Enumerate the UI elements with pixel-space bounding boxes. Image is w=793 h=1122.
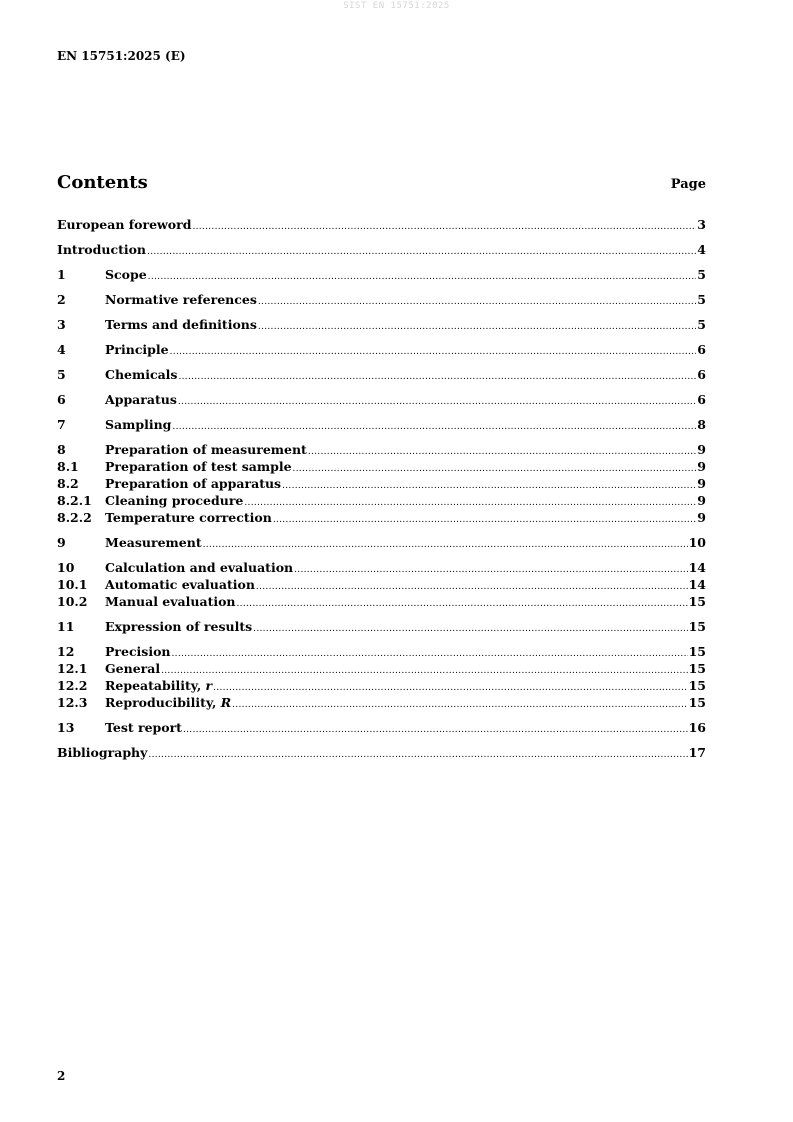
toc-entry-number: 8.1 (57, 459, 79, 474)
toc-entry-page: 6 (697, 392, 706, 407)
toc-entry-number: 12.1 (57, 661, 88, 676)
toc-entry[interactable] (57, 643, 706, 660)
dot-leader (237, 596, 688, 613)
toc-entry[interactable] (57, 576, 706, 593)
dot-leader (294, 562, 687, 579)
toc-entry-title (105, 618, 252, 635)
toc-entry[interactable] (57, 694, 706, 711)
toc-entry[interactable] (57, 316, 706, 333)
toc-entry-page: 17 (688, 745, 706, 760)
toc-entry-page: 5 (697, 267, 706, 282)
toc-entry-title (105, 475, 281, 492)
toc-entry-number: 2 (57, 292, 66, 307)
toc-entry-title-text: Principle (105, 342, 169, 357)
dot-leader (282, 478, 696, 495)
toc-entry[interactable] (57, 391, 706, 408)
toc-entry-number: 8.2 (57, 476, 79, 491)
toc-entry-title-text: Normative references (105, 292, 257, 307)
toc-entry-title (105, 492, 243, 509)
dot-leader (148, 269, 697, 286)
toc-entry-page: 3 (697, 217, 706, 232)
watermark: SIST EN 15751:2025 (343, 1, 450, 11)
toc-entry-title (105, 719, 182, 736)
toc-entry-title-text: Introduction (57, 242, 147, 257)
toc-entry-page: 5 (697, 292, 706, 307)
toc-entry-number: 12.2 (57, 678, 88, 693)
toc-entry-title-text: Calculation and evaluation (105, 560, 294, 575)
contents-title: Contents (57, 172, 148, 193)
toc-entry-title-text: Chemicals (105, 367, 178, 382)
toc-entry[interactable] (57, 266, 706, 283)
table-of-contents (57, 216, 706, 761)
toc-entry-page: 16 (688, 720, 706, 735)
toc-entry[interactable] (57, 677, 706, 694)
toc-entry-page: 14 (688, 560, 706, 575)
toc-entry-number: 8 (57, 442, 66, 457)
dot-leader (161, 663, 687, 680)
toc-entry-symbol: R (220, 695, 232, 710)
toc-entry-page: 15 (688, 619, 706, 634)
toc-entry-title-text: Sampling (105, 417, 172, 432)
toc-entry-page: 8 (697, 417, 706, 432)
toc-entry-title (105, 366, 177, 383)
document-id: EN 15751:2025 (E) (57, 49, 186, 63)
toc-entry-number: 7 (57, 417, 66, 432)
toc-entry-title-text: Manual evaluation (105, 594, 236, 609)
toc-entry-title-text: Apparatus (105, 392, 177, 407)
toc-entry[interactable] (57, 241, 706, 258)
toc-entry-title (105, 341, 169, 358)
dot-leader (172, 646, 688, 663)
toc-entry-title-text: Expression of results (105, 619, 253, 634)
toc-entry-title-text: Temperature correction (105, 510, 272, 525)
toc-entry-page: 15 (688, 678, 706, 693)
toc-entry-page: 15 (688, 695, 706, 710)
toc-entry-title-text: Scope (105, 267, 147, 282)
toc-entry[interactable] (57, 744, 706, 761)
toc-entry-page: 10 (688, 535, 706, 550)
toc-entry-number: 4 (57, 342, 66, 357)
toc-entry-page: 9 (697, 493, 706, 508)
dot-leader (253, 621, 687, 638)
toc-entry-number: 8.2.2 (57, 510, 92, 525)
toc-entry-title (105, 593, 236, 610)
dot-leader (203, 537, 688, 554)
toc-entry-title-text: Reproducibility, (105, 695, 221, 710)
page-column-label: Page (670, 177, 706, 192)
toc-entry-number: 11 (57, 619, 75, 634)
toc-entry-title (105, 534, 202, 551)
toc-entry-number: 13 (57, 720, 75, 735)
dot-leader (172, 419, 696, 436)
toc-entry-title-text: Preparation of apparatus (105, 476, 282, 491)
toc-entry[interactable] (57, 291, 706, 308)
dot-leader (148, 747, 687, 764)
toc-entry-title (105, 266, 147, 283)
toc-entry-number: 10.1 (57, 577, 88, 592)
dot-leader (293, 461, 697, 478)
toc-entry-title-text: General (105, 661, 161, 676)
toc-entry[interactable] (57, 475, 706, 492)
toc-entry-number: 6 (57, 392, 66, 407)
toc-entry-number: 3 (57, 317, 66, 332)
toc-entry-title-text: Test report (105, 720, 182, 735)
toc-entry-title-text: European foreword (57, 217, 192, 232)
toc-entry-page: 6 (697, 342, 706, 357)
toc-entry-symbol: r (205, 678, 213, 693)
toc-entry-title (105, 416, 171, 433)
dot-leader (170, 344, 697, 361)
dot-leader (147, 244, 696, 261)
toc-entry-title-text: Measurement (105, 535, 202, 550)
toc-entry[interactable] (57, 559, 706, 576)
toc-entry-title-text: Precision (105, 644, 171, 659)
toc-entry[interactable] (57, 593, 706, 610)
toc-entry-page: 15 (688, 661, 706, 676)
toc-entry-title (57, 216, 191, 233)
toc-entry-title-text: Cleaning procedure (105, 493, 244, 508)
dot-leader (273, 512, 696, 529)
toc-entry-title-text: Bibliography (57, 745, 148, 760)
toc-entry-title (57, 241, 146, 258)
toc-entry-page: 9 (697, 442, 706, 457)
dot-leader (256, 579, 688, 596)
dot-leader (183, 722, 688, 739)
toc-entry[interactable] (57, 216, 706, 233)
toc-entry-page: 15 (688, 644, 706, 659)
toc-entry-title (105, 694, 231, 711)
toc-entry[interactable] (57, 366, 706, 383)
toc-entry-title-text: Automatic evaluation (105, 577, 255, 592)
toc-entry-title (105, 660, 160, 677)
toc-entry[interactable] (57, 416, 706, 433)
toc-entry-number: 1 (57, 267, 66, 282)
toc-entry[interactable] (57, 660, 706, 677)
dot-leader (258, 319, 696, 336)
toc-entry-title (105, 291, 257, 308)
toc-entry-page: 6 (697, 367, 706, 382)
toc-entry-number: 12 (57, 644, 75, 659)
toc-entry-number: 10 (57, 560, 75, 575)
toc-entry-page: 4 (697, 242, 706, 257)
toc-entry[interactable] (57, 618, 706, 635)
dot-leader (213, 680, 687, 697)
toc-entry-number: 12.3 (57, 695, 88, 710)
toc-entry-number: 8.2.1 (57, 493, 92, 508)
toc-entry-title (105, 458, 292, 475)
toc-entry-title (105, 643, 171, 660)
toc-entry-title (105, 316, 257, 333)
dot-leader (178, 369, 696, 386)
toc-entry-page: 9 (697, 510, 706, 525)
toc-entry-title (105, 441, 307, 458)
toc-entry-title (105, 576, 255, 593)
contents-header (57, 172, 706, 193)
dot-leader (178, 394, 696, 411)
toc-entry-page: 14 (688, 577, 706, 592)
dot-leader (232, 697, 687, 714)
dot-leader (258, 294, 696, 311)
toc-entry-title-text: Preparation of test sample (105, 459, 292, 474)
toc-entry-title-text: Terms and definitions (105, 317, 257, 332)
dot-leader (244, 495, 696, 512)
toc-entry[interactable] (57, 492, 706, 509)
toc-entry-page: 9 (697, 476, 706, 491)
toc-entry-title (57, 744, 147, 761)
dot-leader (308, 444, 696, 461)
toc-entry-title-text: Preparation of measurement (105, 442, 307, 457)
toc-entry[interactable] (57, 719, 706, 736)
toc-entry-number: 5 (57, 367, 66, 382)
page-number: 2 (57, 1069, 66, 1083)
dot-leader (192, 219, 696, 236)
toc-entry[interactable] (57, 458, 706, 475)
toc-entry[interactable] (57, 341, 706, 358)
toc-entry-page: 9 (697, 459, 706, 474)
toc-entry[interactable] (57, 534, 706, 551)
toc-entry-page: 5 (697, 317, 706, 332)
toc-entry[interactable] (57, 441, 706, 458)
toc-entry-title (105, 391, 177, 408)
toc-entry-number: 10.2 (57, 594, 88, 609)
toc-entry-title-text: Repeatability, (105, 678, 206, 693)
toc-entry-title (105, 677, 212, 694)
toc-entry-title (105, 559, 293, 576)
toc-entry-number: 9 (57, 535, 66, 550)
toc-entry-page: 15 (688, 594, 706, 609)
toc-entry-title (105, 509, 272, 526)
toc-entry[interactable] (57, 509, 706, 526)
